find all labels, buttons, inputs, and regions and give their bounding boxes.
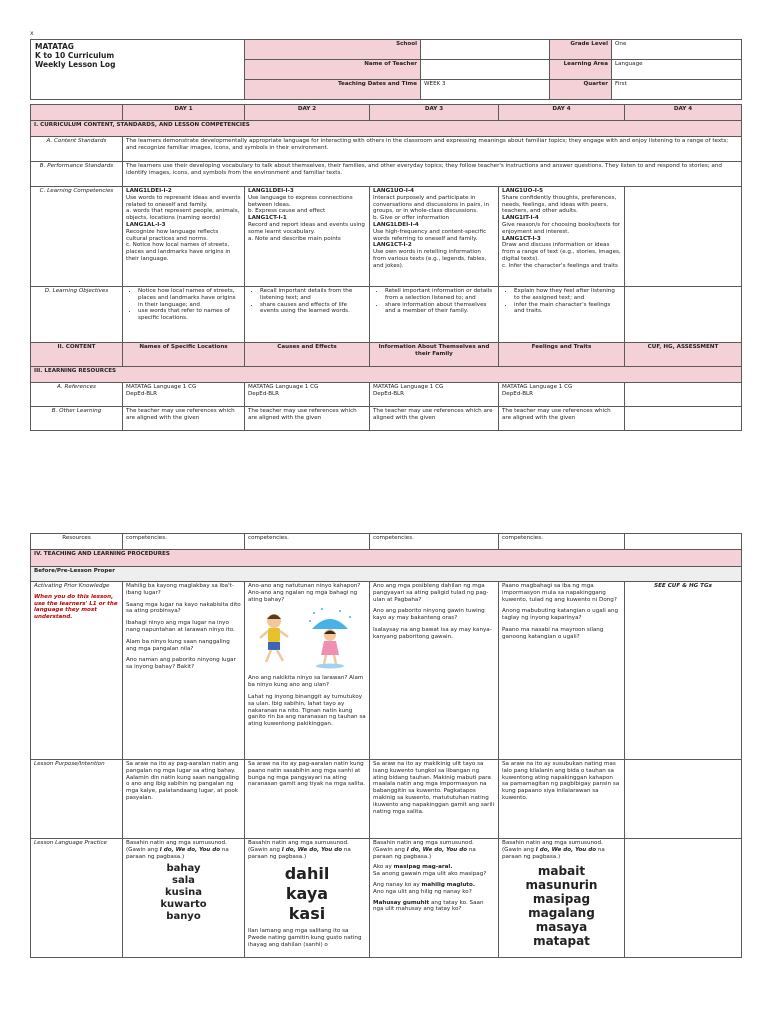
other-learning-day-4: The teacher may use references which are aligned with the given	[499, 407, 625, 431]
prior-question: Ano-ano ang ngalan ng mga bahagi ng ating bahay?	[248, 589, 358, 603]
practice-day-1	[123, 839, 245, 958]
lesson-log-main	[30, 104, 742, 431]
competency-text: Record and report ideas and events using some learnt vocabulary.	[248, 221, 365, 235]
section-heading-4: IV. TEACHING AND LEARNING PROCEDURES	[31, 550, 742, 567]
content-day-3: Information About Themselves and their Family	[370, 343, 499, 367]
instruction-emphasis: I do, We do, You do	[159, 846, 221, 853]
day-header-2: DAY 2	[245, 105, 370, 121]
dates-value[interactable]: WEEK 3	[421, 80, 550, 100]
references-day-4	[499, 383, 625, 407]
prior-day-1	[123, 582, 245, 760]
competency-text: Give reason/s for choosing books/texts for enjoyment and interest.	[502, 221, 621, 235]
prior-question: Paano magbahagi sa iba ng mga impormasyon mula sa napakinggang kuwento, tulad ng ang kuwento ni Dong?	[502, 583, 617, 603]
purpose-day-2: Sa araw na ito ay pag-aaralan natin kung paano natin sasabihin ang mga sanhi at bunga ng mga pangyayari na ating naranasan gamit ang tiyak na mga salita.	[245, 760, 370, 839]
word-item: masunurin	[525, 878, 598, 893]
sentence-emphasis: Mahusay gumuhit	[373, 899, 430, 906]
instruction-text: Basahin natin ang mga sumusunod. (Gawin ang	[373, 840, 474, 853]
references-day-2	[245, 383, 370, 407]
teacher-label: Name of Teacher	[245, 60, 421, 80]
sentence-text: Ang nanay ko ay	[373, 881, 422, 888]
prior-knowledge-label: Activating Prior Knowledge	[34, 583, 110, 589]
practice-sentence	[373, 882, 495, 889]
resources-day-4: competencies.	[499, 534, 625, 550]
word-item: sala	[172, 875, 195, 887]
objective-item: • Recall important details from the listening text; and	[260, 288, 366, 302]
instruction-text: na paraan ng pagbasa.)	[248, 846, 351, 860]
competencies-day-5	[625, 187, 742, 287]
prior-day-3	[370, 582, 499, 760]
other-learning-day-5	[625, 407, 742, 431]
purpose-day-4: Sa araw na ito ay susubukan nating mas lalo pang kilalanin ang bida o tauhan sa kuwentong ating napakinggan kahapon sa pamamagitan ng pagbibigay pansin sa kung papaano siya inilalarawan sa kuwento.	[499, 760, 625, 839]
word-item: matapat	[533, 934, 590, 949]
word-item: kaya	[285, 884, 329, 904]
instruction-emphasis: I do, We do, You do	[281, 846, 343, 853]
instruction-emphasis: I do, We do, You do	[406, 846, 468, 853]
resources-label: Resources	[31, 534, 123, 550]
word-item: bahay	[166, 863, 201, 875]
objective-item: • Retell important information or details from a selection listened to; and	[385, 288, 495, 302]
competency-text: Use own words in retelling information from various texts (e.g., legends, fables, and jokes).	[373, 249, 487, 269]
instruction-text: Basahin natin ang mga sumusunod. (Gawin ang	[248, 840, 349, 853]
area-value[interactable]: Language	[612, 60, 742, 80]
competencies-label: C. Learning Competencies	[31, 187, 123, 287]
practice-instruction	[248, 840, 366, 860]
objective-item: • Explain how they feel after listening to the assigned text; and	[514, 288, 621, 302]
dates-label: Teaching Dates and Time	[245, 80, 421, 100]
competency-code: LANG1LDEI-I-2	[126, 188, 172, 194]
word-list	[248, 864, 366, 924]
practice-day-3	[370, 839, 499, 958]
prior-question: Ano ang nakikita ninyo sa larawan? Alam ba ninyo kung ano ang ulan?	[248, 675, 364, 689]
competency-code: LANG1AL-I-3	[126, 221, 166, 228]
word-list	[126, 863, 241, 923]
references-day-5	[625, 383, 742, 407]
objectives-day-5	[625, 287, 742, 343]
competency-text: Use high-frequency and content-specific words referring to oneself and family.	[373, 228, 487, 242]
word-item: kusina	[164, 887, 203, 899]
reference-line: DepEd-BLR	[373, 390, 405, 397]
other-learning-day-1: The teacher may use references which are aligned with the given	[123, 407, 245, 431]
reference-line: MATATAG Language 1 CG	[373, 384, 444, 390]
performance-standards-label: B. Performance Standards	[31, 162, 123, 187]
prior-day-5: SEE CUF & HG TGs	[625, 582, 742, 760]
prior-knowledge-note: When you do this lesson, use the learners' L1 or the language they most understand.	[34, 593, 118, 621]
reference-line: DepEd-BLR	[248, 390, 280, 397]
objective-item: • Notice how local names of streets, places and landmarks have origins in their language; and	[138, 288, 241, 308]
objective-item: • share causes and effects of life events using the learned words.	[260, 302, 366, 316]
competency-text: Draw and discuss information or ideas from a range of text (e.g., stories, images, digital texts).	[502, 242, 621, 262]
practice-instruction	[126, 840, 241, 860]
prior-question: Paano ma nasabi na mayroon silang ganoong katangian o ugali?	[502, 626, 604, 640]
prior-question: Mahilig ba kayong maglakbay sa iba't-ibang lugar?	[126, 583, 234, 596]
lesson-log-page-2	[30, 533, 742, 958]
prior-question: Isalaysay na ang bawat isa ay may kanya-kanyang paboritong gawain.	[373, 626, 492, 640]
prior-question: Alam ba ninyo kung saan nanggaling ang mga pangalan nila?	[126, 638, 230, 652]
resources-day-2: competencies.	[245, 534, 370, 550]
word-item: kasi	[288, 904, 326, 924]
objective-item: • use words that refer to names of specific locations.	[138, 308, 241, 322]
other-learning-day-2: The teacher may use references which are aligned with the given	[245, 407, 370, 431]
area-label: Learning Area	[550, 60, 612, 80]
before-lesson-heading: Before/Pre-Lesson Proper	[31, 567, 742, 582]
competency-code: LANG1IT-I-4	[502, 215, 539, 222]
sentence-emphasis: mahilig magluto.	[421, 881, 475, 888]
school-value[interactable]	[421, 40, 550, 60]
competency-code: LANG1LDEI-I-4	[373, 221, 419, 228]
instruction-text: Basahin natin ang mga sumusunod. (Gawin ang	[502, 840, 603, 853]
objective-item: • infer the main character's feelings and traits.	[514, 302, 621, 316]
quarter-label: Quarter	[550, 80, 612, 100]
content-day-4: Feelings and Traits	[499, 343, 625, 367]
corner-mark: x	[30, 30, 34, 37]
purpose-day-1: Sa araw na ito ay pag-aaralan natin ang pangalan ng mga lugar sa ating bahay. Aalamin din natin kung saan nanggaling o ano ang ibig sabihin ng pangalan ng mga kalye, palatandaang lugar, at pook pasyalan.	[123, 760, 245, 839]
brand-line-2: K to 10 Curriculum	[35, 51, 115, 60]
day-header-4: DAY 4	[499, 105, 625, 121]
brand-block	[31, 40, 245, 100]
sentence-text: ang tatay ko. Saan nga ulit mahusay ang tatay ko?	[373, 899, 484, 913]
sentence-emphasis: masipag mag-aral.	[393, 864, 453, 871]
competency-text: c. Infer the character's feelings and traits	[502, 262, 618, 269]
resources-day-1: competencies.	[123, 534, 245, 550]
competencies-day-2	[245, 187, 370, 287]
prior-question: Anong mabubuting katangian o ugali ang taglay ng inyong kaparinya?	[502, 608, 619, 622]
practice-day-4	[499, 839, 625, 958]
quarter-value[interactable]: First	[612, 80, 742, 100]
prior-day-2	[245, 582, 370, 760]
school-label: School	[245, 40, 421, 60]
practice-note: Ilan lamang ang mga salitang ito sa Pwede nating gamitin kung gusto nating ihayag ang dahilan (sanhi) o	[248, 928, 362, 948]
word-item: masipag	[532, 892, 591, 907]
reference-line: DepEd-BLR	[502, 390, 534, 397]
practice-sentence: Ano nga ulit ang hilig ng nanay ko?	[373, 888, 472, 895]
competency-text: Interact purposely and participate in conversations and discussions in pairs, in groups, or in whole-class discussions.	[373, 194, 490, 215]
instruction-emphasis: I do, We do, You do	[535, 846, 597, 853]
competency-text: Recognize how language reflects cultural practices and norms.	[126, 228, 219, 242]
day-header-3: DAY 3	[370, 105, 499, 121]
content-day-2: Causes and Effects	[245, 343, 370, 367]
other-learning-label: B. Other Learning	[31, 407, 123, 431]
practice-sentence: Sa anong gawain mga ulit ako masipag?	[373, 871, 487, 878]
prior-day-4	[499, 582, 625, 760]
prior-question: Ibahagi ninyo ang mga lugar na inyo nang napuntahan at larawan ninyo ito.	[126, 620, 235, 633]
instruction-text: Basahin natin ang mga sumusunod. (Gawin ang	[126, 840, 227, 853]
competencies-day-1	[123, 187, 245, 287]
reference-line: MATATAG Language 1 CG	[126, 384, 197, 390]
competency-code: LANG1CT-I-1	[248, 215, 287, 222]
competency-text: b. Give or offer information	[373, 215, 450, 222]
objectives-day-1	[123, 287, 245, 343]
grade-value[interactable]: One	[612, 40, 742, 60]
prior-question: Ano naman ang paborito ninyong lugar sa inyong bahay? Bakit?	[126, 657, 236, 671]
references-day-3	[370, 383, 499, 407]
word-list	[502, 864, 621, 948]
word-item: dahil	[284, 864, 330, 884]
competencies-day-3	[370, 187, 499, 287]
competency-code: LANG1UO-I-5	[502, 188, 544, 194]
word-item: kuwarto	[160, 899, 207, 911]
prior-question: Saang mga lugar na kayo nakabisita dito sa ating probinsya?	[126, 601, 241, 615]
competencies-day-4	[499, 187, 625, 287]
reference-line: MATATAG Language 1 CG	[248, 384, 319, 390]
prior-question: Ano ang mga posibleng dahilan ng mga pangyayari sa ating paligid tulad ng pag-ulan at Pagbaha?	[373, 583, 489, 603]
word-item: masaya	[535, 920, 588, 935]
section-heading-1: I. CURRICULUM CONTENT, STANDARDS, AND LESSON COMPETENCIES	[31, 121, 742, 137]
instruction-text: na paraan ng pagbasa.)	[502, 846, 605, 860]
competency-code: LANG1UO-I-4	[373, 188, 415, 194]
word-item: magalang	[528, 906, 595, 921]
prior-question: Lahat ng inyong binanggit ay tumutukoy sa ulan. Ibig sabihin, lahat tayo ay nakaranas na nito. Tignan natin kung ganito rin ba ang naranasan ng tauhan sa ating kuwentong pakikinggan.	[248, 693, 366, 728]
competency-code: LANG1LDEI-I-3	[248, 188, 294, 194]
practice-sentence	[373, 864, 495, 871]
content-day-5: CUF, HG, ASSESSMENT	[625, 343, 742, 367]
competency-text: a. words that represent people, animals, objects, locations (naming words)	[126, 208, 240, 222]
other-learning-day-3: The teacher may use references which are aligned with the given	[370, 407, 499, 431]
prior-question: Ano-ano ang natutunan ninyo kahapon?	[248, 583, 361, 589]
objectives-day-2	[245, 287, 370, 343]
prior-question: Ano ang paborito ninyong gawin tuwing kayo ay may bakanteng oras?	[373, 608, 485, 622]
competency-text: Use words to represent ideas and events related to oneself and family.	[126, 194, 241, 208]
practice-instruction	[502, 840, 621, 860]
content-standards-text: The learners demonstrate developmentally appropriate language for interacting with others in the classroom and expressing meanings about familiar topics; they engage with and enjoy listening to a range of texts; and recognize familiar images, icons, and symbols in their environment.	[123, 137, 742, 162]
word-item: mabait	[537, 864, 586, 879]
content-day-1: Names of Specific Locations	[123, 343, 245, 367]
grade-label: Grade Level	[550, 40, 612, 60]
instruction-text: na paraan ng pagbasa.)	[373, 846, 476, 860]
teacher-value[interactable]	[421, 60, 550, 80]
competency-code: LANG1CT-I-2	[373, 242, 412, 249]
word-item: banyo	[166, 911, 201, 923]
resources-day-5	[625, 534, 742, 550]
day-header-1: DAY 1	[123, 105, 245, 121]
purpose-day-5	[625, 760, 742, 839]
reference-line: MATATAG Language 1 CG	[502, 384, 573, 390]
instruction-text: na paraan ng pagbasa.)	[126, 846, 229, 860]
day-header-5: DAY 4	[625, 105, 742, 121]
prior-knowledge-cell	[31, 582, 123, 760]
competency-text: Share confidently thoughts, preferences, needs, feelings, and ideas with peers, teachers, and other adults.	[502, 194, 617, 215]
purpose-label: Lesson Purpose/Intention	[31, 760, 123, 839]
children-rain-illustration	[252, 607, 362, 669]
practice-day-5	[625, 839, 742, 958]
corner-cell	[31, 105, 123, 121]
resources-day-3: competencies.	[370, 534, 499, 550]
brand-line-1: MATATAG	[35, 42, 74, 51]
brand-line-3: Weekly Lesson Log	[35, 60, 116, 69]
performance-standards-text: The learners use their developing vocabulary to talk about themselves, their families, and other everyday topics; they follow teacher's instructions and answer questions. They listen to and respond to stories; and identify images, icons, and symbols from the environment and familiar texts.	[123, 162, 742, 187]
competency-code: LANG1CT-I-3	[502, 235, 541, 242]
competency-text: Use language to express connections between ideas.	[248, 194, 353, 208]
practice-instruction	[373, 840, 495, 860]
lesson-log-page-1	[30, 39, 742, 100]
objective-item: • share information about themselves and a member of their family.	[385, 302, 495, 316]
objectives-day-4	[499, 287, 625, 343]
objectives-day-3	[370, 287, 499, 343]
competency-text: b. Express cause and effect	[248, 208, 326, 215]
objectives-label: D. Learning Objectives	[31, 287, 123, 343]
practice-label: Lesson Language Practice	[31, 839, 123, 958]
sentence-text: Ako ay	[373, 864, 394, 871]
practice-sentence	[373, 900, 495, 914]
content-standards-label: A. Content Standards	[31, 137, 123, 162]
practice-day-2	[245, 839, 370, 958]
purpose-day-3: Sa araw na ito ay makikinig ulit tayo sa isang kuwento tungkol sa libangan ng ating bidang tauhan. Makinig mabuti para maalala natin ang mga impormasyon na babanggitin sa kuwento. Pagkatapos makinig sa kuwento, matututuhan nating ikuwento ang napakinggan gamit ang sarili nating mga salita.	[370, 760, 499, 839]
competency-text: a. Note and describe main points	[248, 235, 341, 242]
reference-line: DepEd-BLR	[126, 390, 158, 397]
references-label: A. References	[31, 383, 123, 407]
content-label: II. CONTENT	[31, 343, 123, 367]
section-heading-3: III. LEARNING RESOURCES	[31, 367, 742, 383]
references-day-1	[123, 383, 245, 407]
competency-text: c. Notice how local names of streets, places and landmarks have origins in their language.	[126, 242, 231, 262]
